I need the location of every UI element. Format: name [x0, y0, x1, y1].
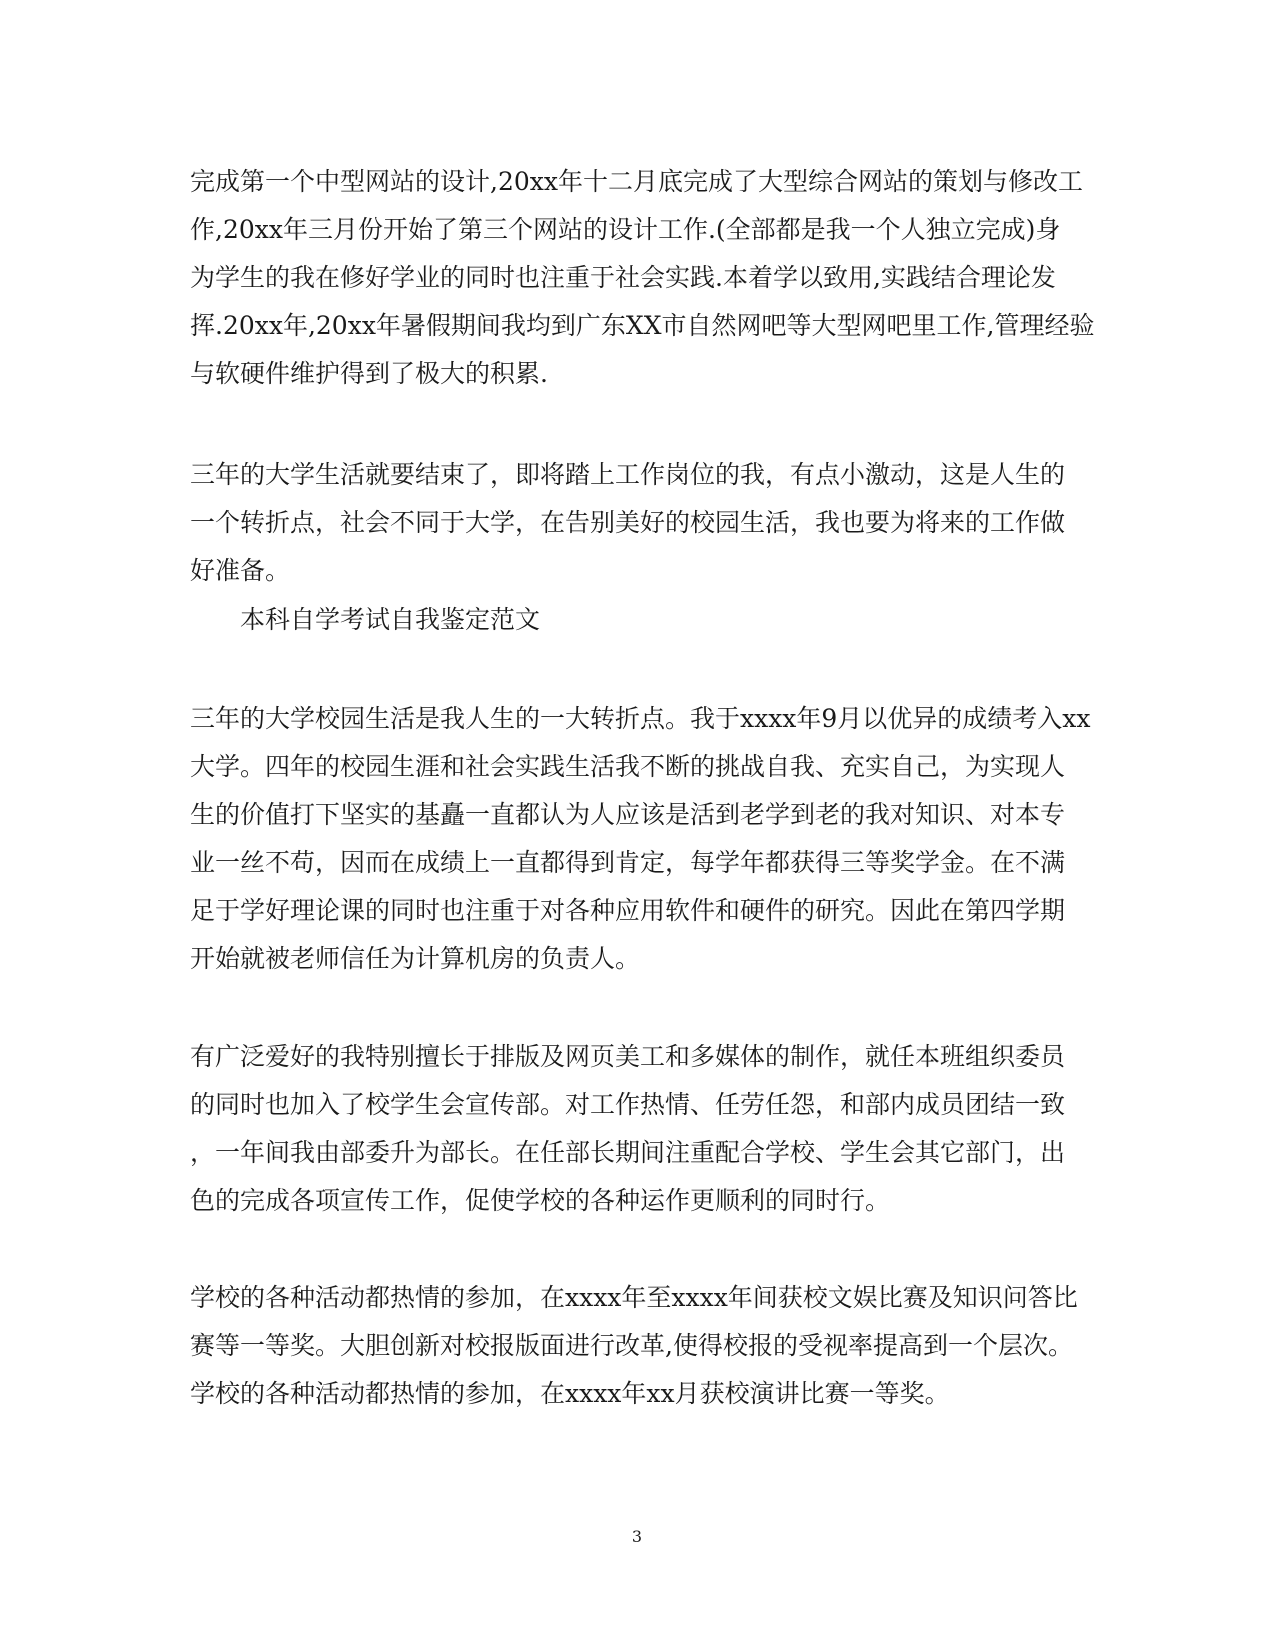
paragraph-campus-life	[190, 695, 1090, 983]
text-line: 大学。四年的校园生涯和社会实践生活我不断的挑战自我、充实自己，为实现人	[190, 752, 1066, 781]
text-line: 有广泛爱好的我特别擅长于排版及网页美工和多媒体的制作，就任本班组织委员	[190, 1042, 1066, 1071]
text-line: 好准备。	[190, 556, 291, 585]
paragraph-hobbies	[190, 1033, 1090, 1225]
paragraph-graduation	[190, 451, 1090, 595]
text-line: 开始就被老师信任为计算机房的负责人。	[190, 944, 641, 973]
text-line: 三年的大学生活就要结束了，即将踏上工作岗位的我，有点小激动，这是人生的	[190, 460, 1066, 489]
text-line: 为学生的我在修好学业的同时也注重于社会实践.本着学以致用,实践结合理论发	[190, 263, 1056, 292]
text-line: 挥.20xx年,20xx年暑假期间我均到广东XX市自然网吧等大型网吧里工作,管理经验	[190, 311, 1095, 340]
text-line: 的同时也加入了校学生会宣传部。对工作热情、任劳任怨，和部内成员团结一致	[190, 1090, 1066, 1119]
paragraph-activities	[190, 1274, 1090, 1418]
text-line: 生的价值打下坚实的基矗一直都认为人应该是活到老学到老的我对知识、对本专	[190, 800, 1066, 829]
text-line: 学校的各种活动都热情的参加，在xxxx年至xxxx年间获校文娱比赛及知识问答比	[190, 1283, 1078, 1312]
text-line: 学校的各种活动都热情的参加，在xxxx年xx月获校演讲比赛一等奖。	[190, 1379, 950, 1408]
text-line: ，一年间我由部委升为部长。在任部长期间注重配合学校、学生会其它部门，出	[190, 1138, 1066, 1167]
page-number: 3	[631, 1527, 643, 1546]
text-line: 色的完成各项宣传工作，促使学校的各种运作更顺利的同时行。	[190, 1186, 891, 1215]
text-line: 三年的大学校园生活是我人生的一大转折点。我于xxxx年9月以优异的成绩考入xx	[190, 704, 1091, 733]
text-line: 一个转折点，社会不同于大学，在告别美好的校园生活，我也要为将来的工作做	[190, 508, 1066, 537]
paragraph-website-experience	[190, 158, 1095, 398]
text-line: 与软硬件维护得到了极大的积累.	[190, 359, 548, 388]
text-line: 业一丝不苟，因而在成绩上一直都得到肯定，每学年都获得三等奖学金。在不满	[190, 848, 1066, 877]
section-heading: 本科自学考试自我鉴定范文	[240, 605, 541, 634]
text-line: 赛等一等奖。大胆创新对校报版面进行改革,使得校报的受视率提高到一个层次。	[190, 1331, 1073, 1360]
text-line: 作,20xx年三月份开始了第三个网站的设计工作.(全部都是我一个人独立完成)身	[190, 215, 1061, 244]
text-line: 完成第一个中型网站的设计,20xx年十二月底完成了大型综合网站的策划与修改工	[190, 167, 1083, 196]
text-line: 足于学好理论课的同时也注重于对各种应用软件和硬件的研究。因此在第四学期	[190, 896, 1066, 925]
